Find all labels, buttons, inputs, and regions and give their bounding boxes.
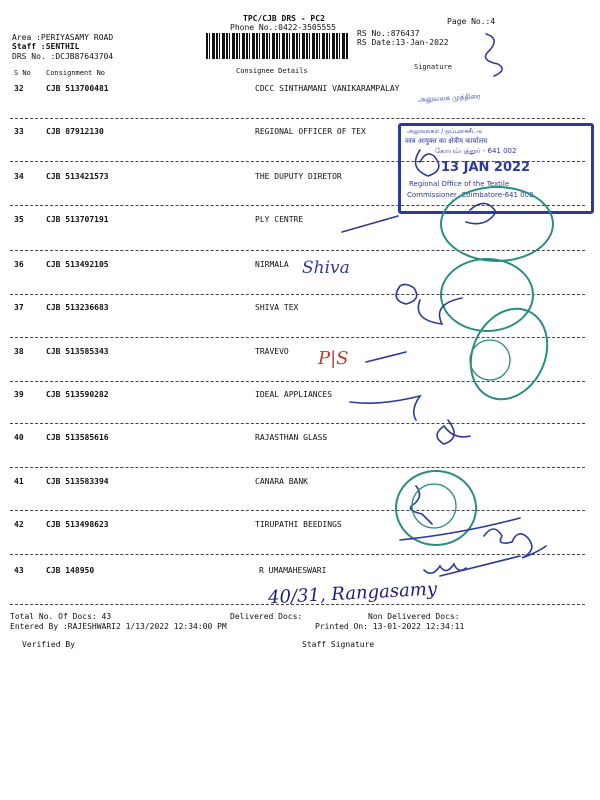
row-consignment: CJB 513498623: [46, 520, 109, 529]
table-row: [0, 84, 600, 98]
row-consignment: CJB 513700481: [46, 84, 109, 93]
row-sno: 37: [14, 303, 24, 312]
stamp-line1: அலுவலகம் / ஒப்புகைசீட்டு: [407, 128, 482, 135]
header-title: TPC/CJB DRS - PC2: [243, 14, 325, 23]
row-consignment: CJB 513236683: [46, 303, 109, 312]
table-row: [0, 477, 600, 491]
table-row: [0, 433, 600, 447]
row-sno: 39: [14, 390, 24, 399]
entered-by: Entered By :RAJESHWARI2 1/13/2022 12:34:00 PM: [10, 622, 227, 631]
staff-signature-label: Staff Signature: [302, 640, 375, 649]
row-sno: 42: [14, 520, 24, 529]
stamp-header-text: அலுவலக முத்திரை: [417, 92, 481, 104]
round-seal-canara: [395, 470, 477, 546]
row-sno: 43: [14, 566, 24, 575]
printed-on: Printed On: 13-01-2022 12:34:11: [315, 622, 465, 631]
row-divider: [10, 510, 585, 511]
table-row: [0, 566, 600, 580]
row-consignment: CJB 513585343: [46, 347, 109, 356]
column-header-consignee: Consignee Details: [236, 67, 308, 75]
header-page-no: Page No.:4: [447, 17, 496, 26]
column-header-consignment: Consignment No: [46, 69, 106, 77]
row-divider: [10, 423, 585, 424]
barcode: [206, 33, 348, 59]
row-consignment: CJB 513421573: [46, 172, 109, 181]
row-consignee: REGIONAL OFFICER OF TEX: [255, 127, 366, 136]
row-sno: 38: [14, 347, 24, 356]
table-row: [0, 520, 600, 534]
stamp-line2: वस्त्र आयुक्त का क्षेत्रीय कार्यालय: [405, 137, 488, 145]
row-consignee: SHIVA TEX: [255, 303, 299, 312]
row-consignee: PLY CENTRE: [255, 215, 304, 224]
row-consignment: CJB 513707191: [46, 215, 109, 224]
stamp-line4: Regional Office of the Textile: [409, 180, 510, 188]
row-divider: [10, 467, 585, 468]
row-consignee: R UMAMAHESWARI: [259, 566, 327, 575]
stamp-line5: Commissioner, Coimbatore-641 002: [407, 191, 534, 199]
row-consignee: CDCC SINTHAMANI VANIKARAMPALAY: [255, 84, 400, 93]
row-sno: 41: [14, 477, 24, 486]
handwritten-address: 40/31, Rangasamy: [267, 578, 438, 609]
header-phone: Phone No.:0422-3505555: [230, 23, 336, 32]
header-rs-no: RS No.:876437: [357, 29, 420, 38]
row-consignee: TRAVEVO: [255, 347, 289, 356]
row-consignee: NIRMALA: [255, 260, 289, 269]
column-header-sno: S No: [14, 69, 31, 77]
row-consignee: THE DUPUTY DIRETOR: [255, 172, 342, 181]
row-divider: [10, 554, 585, 555]
row-sno: 33: [14, 127, 24, 136]
row-consignment: CJB 87912130: [46, 127, 104, 136]
row-sno: 32: [14, 84, 24, 93]
header-area: Area :PERIYASAMY ROAD: [12, 33, 114, 42]
row-consignee: RAJASTHAN GLASS: [255, 433, 328, 442]
row-sno: 34: [14, 172, 24, 181]
header-staff: Staff :SENTHIL: [12, 42, 80, 51]
row-consignee: CANARA BANK: [255, 477, 308, 486]
round-seal: [440, 186, 554, 262]
stamp-line3: கோயம்புத்தூர் - 641 002: [435, 147, 517, 155]
row-sno: 36: [14, 260, 24, 269]
row-sno: 35: [14, 215, 24, 224]
handwritten-shiva: Shiva: [302, 258, 350, 278]
row-sno: 40: [14, 433, 24, 442]
signature-row32: [486, 34, 503, 76]
header-rs-date: RS Date:13-Jan-2022: [357, 38, 449, 47]
row-consignment: CJB 513492105: [46, 260, 109, 269]
handwritten-ps: P|S: [318, 348, 349, 369]
total-docs: Total No. Of Docs: 43: [10, 612, 112, 621]
header-drs-no: DRS No. :DCJB87643704: [12, 52, 114, 61]
stamp-date: 13 JAN 2022: [441, 160, 531, 175]
row-consignment: CJB 513583394: [46, 477, 109, 486]
verified-by: Verified By: [22, 640, 75, 649]
row-consignment: CJB 513590282: [46, 390, 109, 399]
row-consignee: IDEAL APPLIANCES: [255, 390, 333, 399]
row-divider: [10, 118, 585, 119]
row-consignment: CJB 148950: [46, 566, 95, 575]
row-consignee: TIRUPATHI BEEDINGS: [255, 520, 342, 529]
column-header-signature: Signature: [414, 63, 452, 71]
row-consignment: CJB 513585616: [46, 433, 109, 442]
delivered-docs: Delivered Docs:: [230, 612, 303, 621]
non-delivered-docs: Non Delivered Docs:: [368, 612, 460, 621]
